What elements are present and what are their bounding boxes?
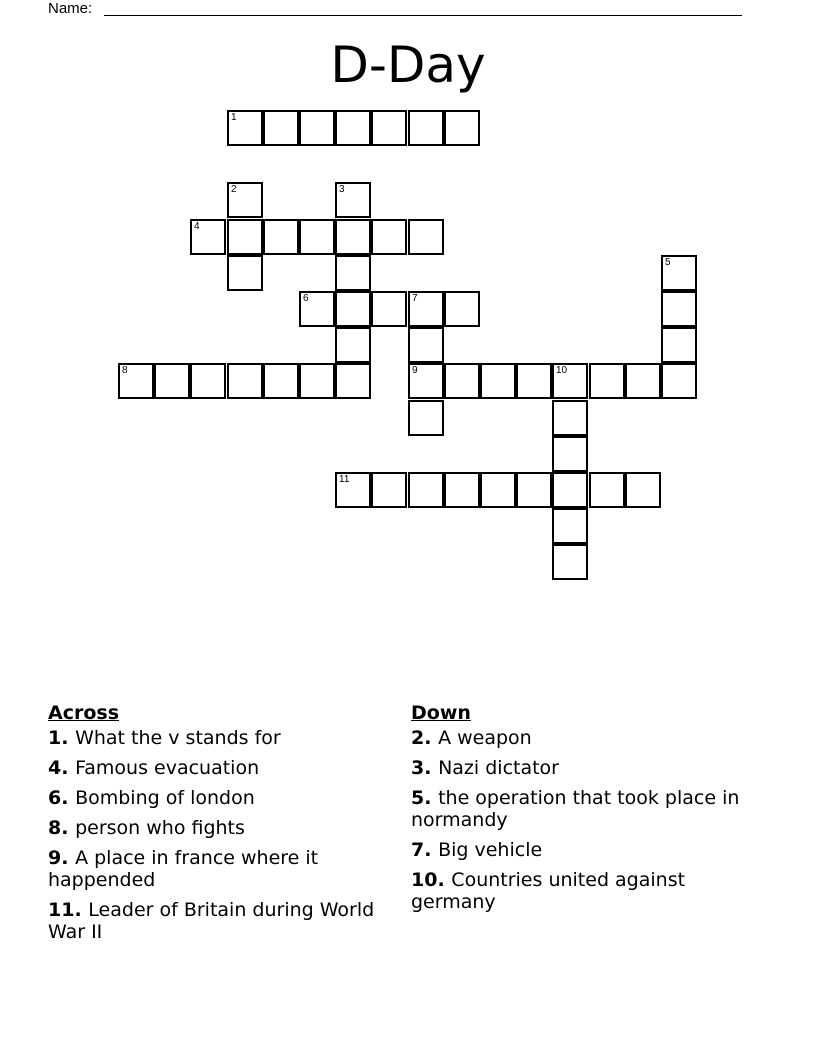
grid-cell[interactable]: [335, 363, 371, 399]
clue-across-6: 6. Bombing of london: [48, 787, 255, 809]
grid-cell[interactable]: [335, 255, 371, 291]
grid-cell[interactable]: [408, 291, 444, 327]
clue-down-10: 10. Countries united against germany: [411, 869, 686, 913]
grid-cell[interactable]: [589, 472, 625, 508]
across-clues: [48, 702, 378, 951]
clue-text: What the v stands for: [75, 727, 281, 749]
grid-cell[interactable]: [335, 291, 371, 327]
clue-text: A place in france where it happended: [48, 847, 319, 891]
grid-cell[interactable]: [263, 219, 299, 255]
cell-number: 6: [303, 293, 309, 304]
clue-text: A weapon: [438, 727, 532, 749]
grid-cell[interactable]: [227, 110, 263, 146]
grid-cell[interactable]: [444, 110, 480, 146]
clue-down-2: 2. A weapon: [411, 727, 532, 749]
grid-cell[interactable]: [408, 400, 444, 436]
clue-number: 9: [48, 847, 62, 869]
grid-cell[interactable]: [263, 363, 299, 399]
grid-cell[interactable]: [371, 110, 407, 146]
cell-number: 1: [231, 112, 237, 123]
grid-cell[interactable]: [299, 110, 335, 146]
grid-cell[interactable]: [335, 219, 371, 255]
clue-across-9: 9. A place in france where it happended: [48, 847, 319, 891]
grid-cell[interactable]: [154, 363, 190, 399]
grid-cell[interactable]: [552, 400, 588, 436]
cell-number: 3: [339, 184, 345, 195]
name-label: Name:: [48, 0, 93, 17]
clue-across-11: 11. Leader of Britain during World War II: [48, 899, 375, 943]
grid-cell[interactable]: [190, 363, 226, 399]
cell-number: 4: [194, 221, 200, 232]
cell-number: 10: [556, 365, 568, 376]
grid-cell[interactable]: [227, 219, 263, 255]
grid-cell[interactable]: [552, 436, 588, 472]
cell-number: 9: [412, 365, 418, 376]
clue-number: 6: [48, 787, 62, 809]
clue-number: 11: [48, 899, 75, 921]
clue-number: 3: [411, 757, 425, 779]
grid-cell[interactable]: [408, 219, 444, 255]
grid-cell[interactable]: [625, 472, 661, 508]
grid-cell[interactable]: [299, 363, 335, 399]
clue-text: Nazi dictator: [438, 757, 559, 779]
clue-text: Bombing of london: [75, 787, 255, 809]
cell-number: 5: [665, 257, 671, 268]
grid-cell[interactable]: [408, 110, 444, 146]
clue-text: the operation that took place in normandy: [411, 787, 740, 831]
grid-cell[interactable]: [335, 472, 371, 508]
grid-cell[interactable]: [444, 472, 480, 508]
grid-cell[interactable]: [661, 255, 697, 291]
down-heading: Down: [411, 702, 471, 724]
clue-number: 10: [411, 869, 438, 891]
grid-cell[interactable]: [227, 255, 263, 291]
clue-down-7: 7. Big vehicle: [411, 839, 543, 861]
grid-cell[interactable]: [335, 182, 371, 218]
grid-cell[interactable]: [516, 472, 552, 508]
grid-cell[interactable]: [444, 291, 480, 327]
grid-cell[interactable]: [625, 363, 661, 399]
grid-cell[interactable]: [299, 291, 335, 327]
grid-cell[interactable]: [335, 110, 371, 146]
grid-cell[interactable]: [661, 327, 697, 363]
grid-cell[interactable]: [661, 291, 697, 327]
clue-text: person who fights: [75, 817, 245, 839]
grid-cell[interactable]: [371, 219, 407, 255]
grid-cell[interactable]: [263, 110, 299, 146]
grid-cell[interactable]: [227, 182, 263, 218]
clue-across-8: 8. person who fights: [48, 817, 245, 839]
clue-down-5: 5. the operation that took place in normandy: [411, 787, 740, 831]
grid-cell[interactable]: [589, 363, 625, 399]
clue-number: 2: [411, 727, 425, 749]
grid-cell[interactable]: [516, 363, 552, 399]
clue-number: 4: [48, 757, 62, 779]
clue-down-3: 3. Nazi dictator: [411, 757, 559, 779]
grid-cell[interactable]: [552, 544, 588, 580]
grid-cell[interactable]: [299, 219, 335, 255]
grid-cell[interactable]: [118, 363, 154, 399]
grid-cell[interactable]: [335, 327, 371, 363]
grid-cell[interactable]: [408, 472, 444, 508]
grid-cell[interactable]: [408, 327, 444, 363]
cell-number: 11: [339, 474, 350, 485]
grid-cell[interactable]: [552, 363, 588, 399]
clue-text: Leader of Britain during World War II: [48, 899, 375, 943]
clue-number: 8: [48, 817, 62, 839]
page-title: D-Day: [330, 36, 486, 94]
down-clues: [411, 702, 741, 921]
across-heading: Across: [48, 702, 120, 724]
clue-across-1: 1. What the v stands for: [48, 727, 281, 749]
grid-cell[interactable]: [408, 363, 444, 399]
clue-across-4: 4. Famous evacuation: [48, 757, 260, 779]
grid-cell[interactable]: [227, 363, 263, 399]
clue-text: Big vehicle: [438, 839, 543, 861]
cell-number: 7: [412, 293, 418, 304]
grid-cell[interactable]: [190, 219, 226, 255]
clue-number: 7: [411, 839, 425, 861]
grid-cell[interactable]: [444, 363, 480, 399]
clue-number: 1: [48, 727, 62, 749]
cell-number: 2: [231, 184, 237, 195]
grid-cell[interactable]: [661, 363, 697, 399]
grid-cell[interactable]: [371, 472, 407, 508]
clue-number: 5: [411, 787, 425, 809]
grid-cell[interactable]: [480, 363, 516, 399]
cell-number: 8: [122, 365, 128, 376]
grid-cell[interactable]: [552, 508, 588, 544]
grid-cell[interactable]: [552, 472, 588, 508]
grid-cell[interactable]: [480, 472, 516, 508]
clue-text: Countries united against germany: [411, 869, 686, 913]
clue-text: Famous evacuation: [75, 757, 260, 779]
grid-cell[interactable]: [371, 291, 407, 327]
